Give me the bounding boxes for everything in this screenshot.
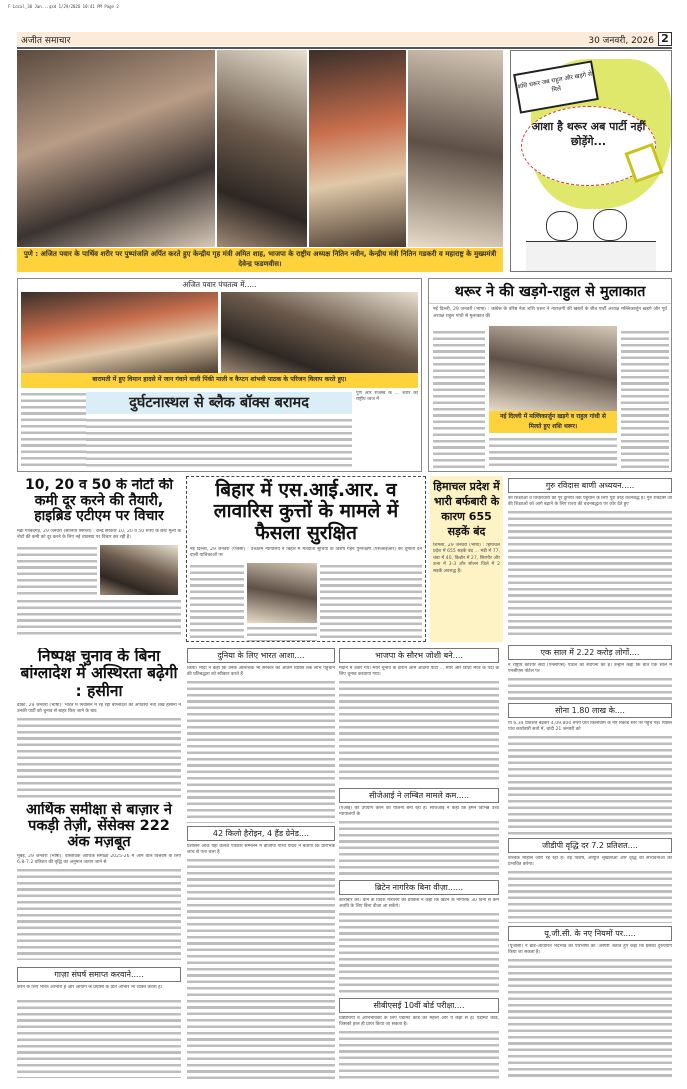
cartoon-character-left xyxy=(546,211,578,241)
photo-stray-dogs xyxy=(247,563,317,623)
pawar-photo-caption: बारामती में हुए विमान हादसे में जान गंवाने वाली पिंकी माली व कैप्टन शांभवी पाठक के परिजन विलाप करते हुए। xyxy=(21,373,418,388)
cbse-body-more xyxy=(339,1029,499,1079)
cartoon-headline-note: शशि थरूर जब राहुल और खड़गे से मिले xyxy=(513,60,599,113)
pawar-body-middle xyxy=(86,417,352,469)
hasina-body: ढाका, 29 जनवरी (भाषा): भारत में निर्वासन में रह रही बांग्लादेश की अपदस्थ नेता शेख हसीना ने उनकी पार्टी को चुनाव से बाहर किए जाने के बाद xyxy=(17,703,181,715)
heroin-body: प्रशासन आज यहां कलश पत्रकार सम्मेलन में डीजीपी गौरव यादव ने बताया कि प्रारंभिक जांच से पता चला है xyxy=(187,844,335,856)
top-photo-caption: पुणे : अजित पवार के पार्थिव शरीर पर पुष्पांजलि अर्पित करते हुए केन्द्रीय गृह मंत्री अमित शाह, भाजपा के राष्ट्रीय अध्यक्ष नितिन नवीन, केन्द्रीय मंत्री नितिन गडकरी व महाराष्ट्र के मुख्यमंत्री देवेन्द्र फडणवीस। xyxy=(17,248,503,272)
notes-body: मंडी गोबिंदगढ़, 29 जनवरी (सोनिया सिंगला) : केन्द्र सरकार 10, 20 व 50 रुपये के छोटे मूल्य के नोटों की कमी को दूर करने के लिए नई व्यवस्था पर विचार कर रही है। xyxy=(17,529,181,541)
cji-body-more xyxy=(339,819,499,876)
britain-body: कारोबार को। चीन के विदेश मंत्रालय की प्रवक्ता ने कहा कि ब्रिटेन के नागरिक 30 दिनों से कम अवधि के लिए बिना वीज़ा आ सकेंगे। xyxy=(339,898,499,910)
ugc-title: यू.जी.सी. के नए नियमों पर..... xyxy=(508,926,672,941)
gdp-body: वैश्विक माहौल जारी रह रहा है। वह विशेष, आपूर्ति श्रृंखलाओं और वृद्धि की संभावनाओं को प्रभावित करेगा। xyxy=(508,856,672,868)
cartoon-character-right xyxy=(593,209,627,241)
sensex-body: मुंबई, 29 जनवरी (भाषा): वास्तविक आर्थिक समीक्षा 2025-26 में आने वाले वित्तवर्ष के लिए 6.8-7.2 प्रतिशत की वृद्धि का अनुमान जताए जाने से xyxy=(17,853,181,866)
bhajpa-title: भाजपा के सौरभ जोशी बने.... xyxy=(339,648,499,663)
himachal-headline: हिमाचल प्रदेश में भारी बर्फबारी के कारण 655 सड़कें बंद xyxy=(433,480,500,538)
pawar-body-left xyxy=(21,391,86,469)
bihar-body-right xyxy=(320,563,422,642)
page-number: 2 xyxy=(658,32,672,46)
britain-story xyxy=(339,880,499,995)
bihar-body-left xyxy=(190,563,244,642)
bihar-headline: बिहार में एस.आई.आर. व लावारिस कुत्तों के मामले में फैसला सुरक्षित xyxy=(213,479,399,544)
photo-mourners xyxy=(221,292,418,373)
cbse-body: विद्यार्थियों व अभिभावकों के लिए एडमिट कार्ड की महत्ता और ये कहां से है। एडमिट कार्ड, जिसको हाल ही प्राप्त किया जा सकता है। xyxy=(339,1016,499,1028)
print-slug: F Local_30 Jan...qxd 1/29/2026 10:41 PM Page 2 xyxy=(8,4,119,9)
himachal-story xyxy=(430,476,503,642)
tharoor-section xyxy=(428,278,672,472)
ugc-body-more xyxy=(508,957,672,1079)
guru-ravidas-body: की शिक्षाओं व विचारधारा को पूरे दुनिया तक पहुंचाने के लिए पूरी तरह वचनबद्ध है। गुरु रविदास जी की शिक्षाओं को आगे बढ़ाने के लिए राज्य की वचनबद्धता पर ज़ोर देते हुए xyxy=(508,496,672,508)
tharoor-photo-caption: नई दिल्ली में मल्लिकार्जुन खड़गे व राहुल गांधी से मिलते हुए शशि थरूर। xyxy=(489,411,617,433)
duniya-body: किया। मोदी ने कहा कि उनके आलोचक भी सरकार को अंतिम व्यक्ति तक लाभ पहुंचाने की प्रतिबद्धता को स्वीकार करते हैं xyxy=(187,666,335,678)
pawar-section xyxy=(17,278,422,472)
photo-grieving-family xyxy=(21,292,218,373)
ek-saal-body-more xyxy=(508,676,672,700)
sona-story xyxy=(508,703,672,836)
bhajpa-body: मैदान में उतारे गये। मेयर चुनाव के दौरान आम आदमी पार्टी ... मेयर और डिप्टी मेयर के पदों के लिए चुनाव करवाया गया। xyxy=(339,666,499,678)
header-rule xyxy=(17,47,672,49)
tharoor-headline: थरूर ने की खड़गे-राहुल से मुलाकात xyxy=(429,284,671,304)
cbse-story xyxy=(339,998,499,1079)
notes-headline: 10, 20 व 50 के नोटों की कमी दूर करने की तैयारी, हाइब्रिड एटीएम पर विचार xyxy=(24,478,173,525)
cartoon-speech-bubble: आशा है थरूर अब पार्टी नहीं छोड़ेंगे... xyxy=(521,106,656,186)
notes-body-bottom xyxy=(17,598,181,638)
gaza-title: गाज़ा संघर्ष समाप्त करवाने..... xyxy=(17,967,181,982)
britain-body-more xyxy=(339,911,499,995)
photo-pawar-tribute-3 xyxy=(309,50,406,247)
heroin-story xyxy=(187,826,335,1079)
black-box-headline: दुर्घटनास्थल से ब्लैक बॉक्स बरामद xyxy=(86,392,352,414)
britain-title: ब्रिटेन नागरिक बिना वीज़ा...... xyxy=(339,880,499,895)
cartoon-bodies xyxy=(526,241,656,272)
duniya-title: दुनिया के लिए भारत आशा.... xyxy=(187,648,335,663)
notes-body-left xyxy=(17,545,97,595)
bihar-body-bottom xyxy=(247,625,317,642)
notes-story xyxy=(17,478,181,642)
ugc-story xyxy=(508,926,672,1079)
photo-pawar-tribute-1 xyxy=(17,50,215,247)
photo-currency-notes xyxy=(100,545,178,595)
gaza-body-more xyxy=(17,998,181,1078)
bihar-body: नई दिल्ली, 29 जनवरी (एजेंसी) : उच्चतम न्यायालय ने बिहार में मतदाता सूचियों के विशेष गहन पुनरीक्षण (एसआईआर) को चुनौती देने वाली याचिकाओं पर xyxy=(190,546,422,559)
hasina-story xyxy=(17,648,181,800)
sensex-body-more xyxy=(17,867,181,960)
ek-saal-story xyxy=(508,645,672,700)
heroin-body-more xyxy=(187,857,335,1079)
tharoor-body-right xyxy=(621,329,669,469)
sona-title: सोना 1.80 लाख के.... xyxy=(508,703,672,718)
cbse-title: सीबीएसई 10वीं बोर्ड परीक्षा.... xyxy=(339,998,499,1013)
newspaper-name: अजीत समाचार xyxy=(21,35,71,46)
ek-saal-title: एक साल में 2.22 करोड़ लोगों.... xyxy=(508,645,672,660)
bihar-story xyxy=(186,476,426,642)
guru-ravidas-body-more xyxy=(508,509,672,639)
photo-pawar-tribute-4 xyxy=(408,50,503,247)
heroin-title: 42 किलो हैरोइन, 4 हैंड ग्रेनेड.... xyxy=(187,826,335,841)
photo-tharoor-meeting xyxy=(489,326,617,411)
page-header xyxy=(17,32,672,46)
sensex-story xyxy=(17,802,181,960)
gaza-body: करने के लिए भारत आभारी है और आयोग के प्रयासों के प्रति आभार भी व्यक्त करता है। xyxy=(17,985,163,990)
pawar-body-right: पुणे और राजस्व के ... शरीर को राष्ट्रीय ध्वज में xyxy=(356,391,418,403)
cji-title: सीजेआई ने लम्बित मामले कम..... xyxy=(339,788,499,803)
gaza-story xyxy=(17,967,181,1079)
duniya-story xyxy=(187,648,335,823)
guru-ravidas-title: गुरु रविदास बाणी अध्ययन..... xyxy=(508,478,672,493)
gdp-story xyxy=(508,838,672,923)
photo-pawar-tribute-2 xyxy=(217,50,307,247)
sona-body: या 6.34 प्रतिशत बढ़कर 4,09,800 रुपये प्रति किलोग्राम के नए रिकॉर्ड स्तर पर पहुंच गई। पिछले पांच कारोबारी सत्रों में, चांदी 21 जनवरी को xyxy=(508,721,672,733)
bhajpa-body-more xyxy=(339,679,499,783)
cji-story xyxy=(339,788,499,876)
tharoor-body-middle xyxy=(489,436,617,469)
gdp-title: जीडीपी वृद्धि दर 7.2 प्रतिशत.... xyxy=(508,838,672,853)
duniya-body-more xyxy=(187,679,335,823)
ugc-body: (यूजीसी) ने ब्रांड-आधारित भेदभाव की परिभाषा को 'अस्पष्ट' बताते हुए कहा कि इसका दुरुपयोग किया जा सकता है। xyxy=(508,944,672,956)
tharoor-body-intro: नई दिल्ली, 29 जनवरी (भाषा) : कांग्रेस के वरिष्ठ नेता शशि थरूर ने नाराज़गी की खबरों के बीच पार्टी अध्यक्ष मल्लिकार्जुन खड़गे और पूर्व अध्यक्ष राहुल गांधी से मुलाकात की xyxy=(433,307,667,319)
gdp-body-more xyxy=(508,869,672,923)
editorial-cartoon xyxy=(510,50,672,272)
bhajpa-story xyxy=(339,648,499,783)
sona-body-more xyxy=(508,734,672,836)
sensex-headline: आर्थिक समीक्षा से बाज़ार ने पकड़ी तेज़ी, सेंसेक्स 222 अंक मज़बूत xyxy=(26,802,172,851)
himachal-body: शिमला, 29 जनवरी (भाषा) : हिमाचल प्रदेश में 655 सड़कें बंद ... मंडी में 77, चंबा में 40, किन्नौर में 27, सिरमौर और ऊना में 3-3 और सोलन जिले में 2 सड़कें अवरुद्ध हैं। xyxy=(433,543,500,574)
guru-ravidas-story xyxy=(508,478,672,642)
hasina-body-more xyxy=(17,716,181,800)
pawar-section-title: अजित पवार पंचतत्व में..... xyxy=(182,280,257,289)
tharoor-body-left xyxy=(433,329,485,469)
ek-saal-body: ने राष्ट्रीय कैरियर सेवा (एनसीएस) पोर्टल की स्थापना की है। उन्होंने कहा कि बीते एक साल में एनसीएस पोर्टल पर xyxy=(508,663,672,675)
hasina-headline: निष्पक्ष चुनाव के बिना बांग्लादेश में अस्थिरता बढ़ेगी : हसीना xyxy=(20,648,178,700)
cji-body: (एआई) का उपयोग करने की योजना बना रहा है। सीजेआई ने कहा कि हमने विभिन्न उच्च न्यायालयों के xyxy=(339,806,499,818)
issue-date: 30 जनवरी, 2026 xyxy=(588,35,654,46)
